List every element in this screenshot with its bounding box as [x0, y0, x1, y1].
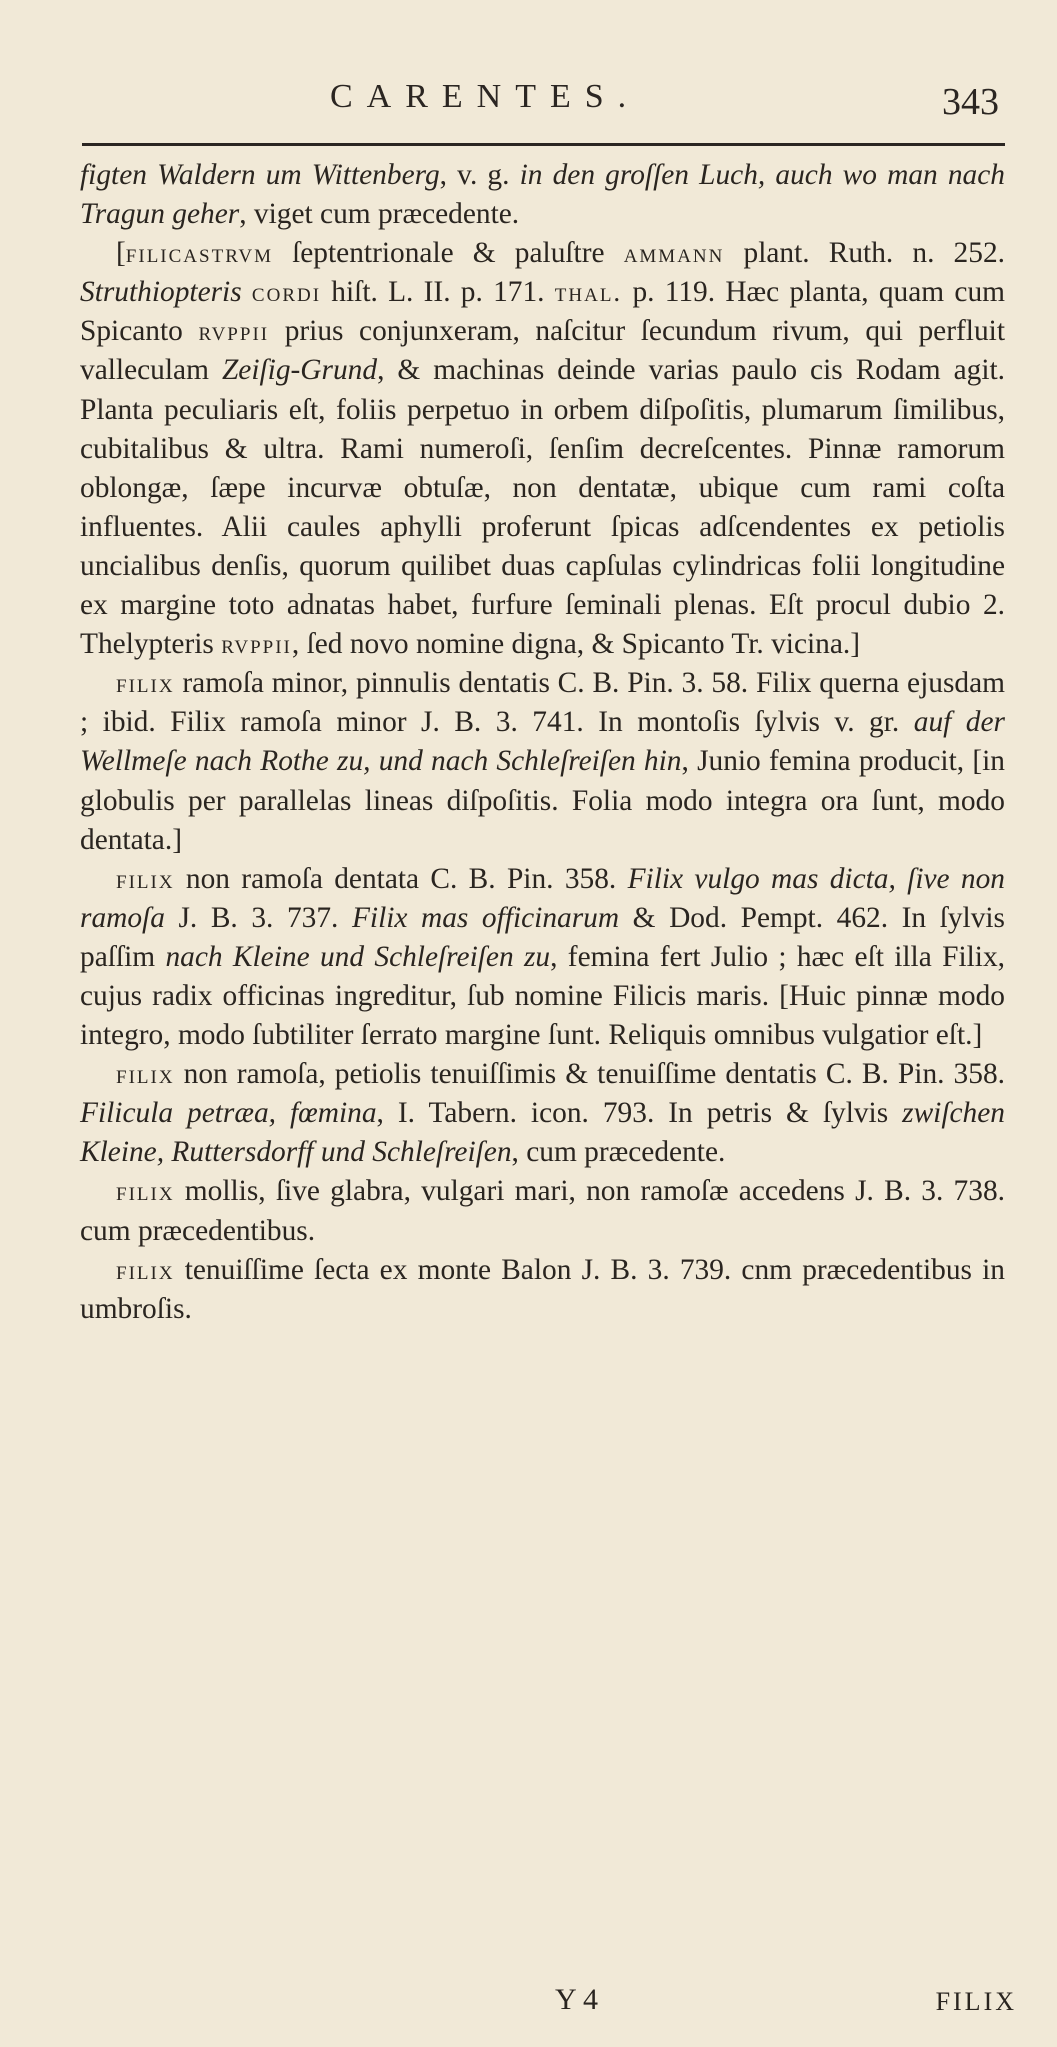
text-run: Filicula petræa, fœmina [80, 1097, 377, 1130]
text-run: filicastrvm [125, 238, 273, 269]
paragraph-continued [80, 156, 1005, 234]
page-footer [0, 1983, 1057, 2023]
text-run: J. B. 3. 737. [164, 901, 352, 934]
text-run: Zeiſig-Grund [221, 354, 378, 387]
text-run: filix [116, 1059, 175, 1090]
text-run: , I. Tabern. icon. 793. In petris & ſylvis [376, 1097, 903, 1130]
text-run: filix [116, 1254, 175, 1285]
paragraph-filix-mas [80, 860, 1005, 1055]
text-run: ammann [623, 238, 725, 269]
text-run: plant. Ruth. n. 252. [724, 237, 1005, 270]
text-run: , v. g. [439, 159, 520, 191]
text-run: Filix vulgo mas dicta, ſive non ramoſa [80, 862, 1005, 934]
text-run: tenuiſſime ſecta ex monte Balon J. B. 3. 739. cnm præcedentibus in umbroſis. [80, 1253, 1005, 1325]
text-run: , femina fert Julio ; hæc eſt illa Filix, cujus radix officinas ingreditur, ſub nomine Filicis maris. [Huic pinnæ modo integro, modo ſubtiliter ſerrato margine ſunt. Reliquis omnibus vulgatior eſt.] [80, 940, 1005, 1052]
running-head: CARENTES. [330, 78, 641, 115]
text-run: figten Waldern um Wittenberg [80, 159, 440, 191]
text-run: ſeptentrionale & paluſtre [272, 237, 624, 270]
text-run: Struthiopteris [80, 276, 242, 309]
text-run: & Dod. Pempt. 462. In ſylvis paſſim [80, 901, 1005, 973]
header-rule [82, 143, 1005, 146]
text-run: , viget cum præcedente. [239, 198, 520, 231]
text-run: nach Kleine und Schleſreiſen zu [165, 940, 551, 973]
text-run: rvppii [221, 629, 292, 660]
text-run: hiſt. L. II. p. 171. [321, 276, 555, 309]
text-run: auf der Wellmeſe nach Rothe zu, und nach Schleſreiſen hin [80, 706, 1005, 778]
text-run: zwiſchen Kleine, Ruttersdorff und Schleſreiſen [80, 1097, 1005, 1169]
text-run: rvppii [198, 316, 270, 347]
text-run: mollis, ſive glabra, vulgari mari, non ramoſæ accedens J. B. 3. 738. cum præcedentibus. [80, 1175, 1005, 1247]
text-run: in den groſſen Luch, auch wo man nach Tragun geher [80, 159, 1005, 231]
text-run: thal. [554, 277, 623, 308]
text-run: , & machinas deinde varias paulo cis Rodam agit. Planta peculiaris eſt, foliis perpetuo in orbem diſpoſitis, plumarum ſimilibus, cubitalibus & ultra. Rami numeroſi, ſenſim decreſcentes. Pinnæ ramorum oblongæ, ſæpe incurvæ obtuſæ, non dentatæ, ubique cum rami coſta influentes. Alii caules aphylli proferunt ſpicas adſcendentes ex petiolis uncialibus denſis, quorum quilibet duas capſulas cylindricas folii longitudine ex margine toto adnatas habet, furfure ſeminali plenas. Eſt procul dubio 2. Thelypteris [80, 354, 1006, 661]
text-run: , ſed novo nomine digna, & Spicanto Tr. vicina.] [291, 628, 861, 661]
text-run: filix [116, 863, 175, 894]
text-run: filix [116, 1176, 175, 1207]
page-header [0, 72, 1057, 132]
page-number: 343 [942, 81, 999, 123]
text-run: non ramoſa, petiolis tenuiſſimis & tenuiſſime dentatis C. B. Pin. 358. [174, 1058, 1005, 1091]
paragraph-filix-ramosa-minor [80, 664, 1005, 859]
text-run: , Junio femina producit, [in globulis per parallelas lineas diſpoſitis. Folia modo integra ora ſunt, modo dentata.] [80, 745, 1005, 856]
paragraph-filix-mollis [80, 1172, 1005, 1250]
text-run: non ramoſa dentata C. B. Pin. 358. [174, 862, 628, 895]
text-run: prius conjunxeram, naſcitur ſecundum rivum, qui perfluit valleculam [80, 315, 1005, 387]
text-run [242, 276, 252, 308]
text-run: cordi [251, 277, 322, 308]
text-run: , cum præcedente. [511, 1136, 726, 1169]
text-run: ramoſa minor, pinnulis dentatis C. B. Pin. 3. 58. Filix querna ejusdam ; ibid. Filix ramoſa minor J. B. 3. 741. In montoſis ſylvis v. gr. [80, 667, 1005, 739]
body-text [80, 156, 1005, 1329]
signature-mark: Y 4 [555, 1983, 599, 2016]
text-run: Filix mas officinarum [351, 901, 620, 934]
text-run: [ [116, 237, 126, 270]
catchword: FILIX [935, 1987, 1017, 2016]
text-run: filix [116, 668, 175, 699]
paragraph-filicula-petraea [80, 1055, 1005, 1172]
paragraph-filicastrum [80, 234, 1005, 664]
paragraph-filix-tenuissime [80, 1251, 1005, 1329]
text-run: p. 119. Hæc planta, quam cum Spicanto [80, 276, 1005, 348]
